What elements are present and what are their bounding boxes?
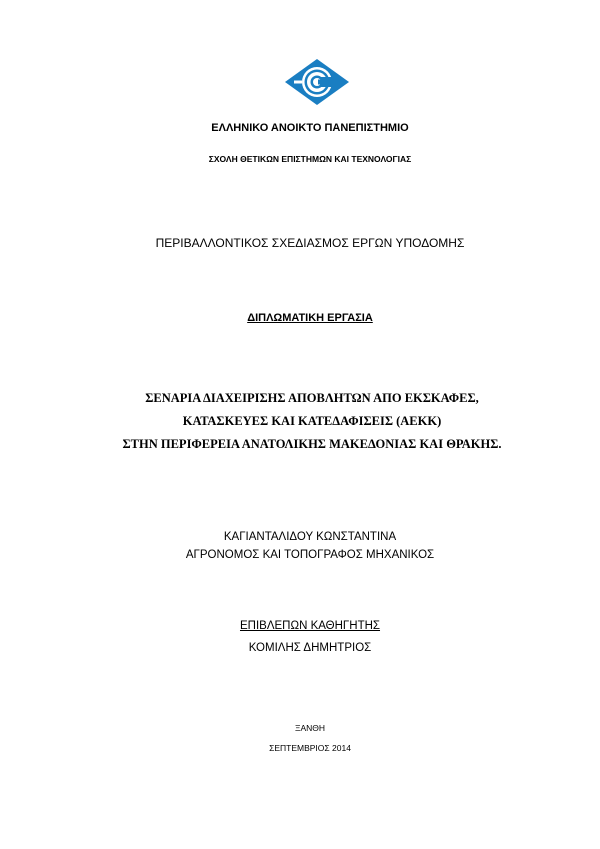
author-profession: ΑΓΡΟΝΟΜΟΣ ΚΑΙ ΤΟΠΟΓΡΑΦΟΣ ΜΗΧΑΝΙΚΟΣ [185,549,435,561]
date: ΣΕΠΤΕΜΒΡΙΟΣ 2014 [269,743,351,753]
university-name: ΕΛΛΗΝΙΚΟ ΑΝΟΙΚΤΟ ΠΑΝΕΠΙΣΤΗΜΙΟ [211,122,409,134]
supervisor-label: ΕΠΙΒΛΕΠΩΝ ΚΑΘΗΓΗΤΗΣ [239,620,381,632]
thesis-title-line-1: ΣΕΝΑΡΙΑ ΔΙΑΧΕΙΡΙΣΗΣ ΑΠΟΒΛΗΤΩΝ ΑΠΟ ΕΚΣΚΑΦΕΣ, [145,391,479,405]
thesis-title-line-2: ΚΑΤΑΣΚΕΥΕΣ ΚΑΙ ΚΑΤΕΔΑΦΙΣΕΙΣ (ΑΕΚΚ) [182,414,442,428]
school-name: ΣΧΟΛΗ ΘΕΤΙΚΩΝ ΕΠΙΣΤΗΜΩΝ ΚΑΙ ΤΕΧΝΟΛΟΓΙΑΣ [208,154,412,164]
university-logo-icon [284,58,350,106]
author-name: ΚΑΓΙΑΝΤΑΛΙΔΟΥ ΚΩΝΣΤΑΝΤΙΝΑ [223,531,397,543]
city: ΞΑΝΘΗ [294,723,326,733]
thesis-title-line-3: ΣΤΗΝ ΠΕΡΙΦΕΡΕΙΑ ΑΝΑΤΟΛΙΚΗΣ ΜΑΚΕΔΟΝΙΑΣ ΚΑΙ ΘΡΑΚΗΣ. [122,437,502,451]
program-name: ΠΕΡΙΒΑΛΛΟΝΤΙΚΟΣ ΣΧΕΔΙΑΣΜΟΣ ΕΡΓΩΝ ΥΠΟΔΟΜΗΣ [155,236,465,250]
thesis-type: ΔΙΠΛΩΜΑΤΙΚΗ ΕΡΓΑΣΙΑ [247,312,373,324]
supervisor-name: ΚΟΜΙΛΗΣ ΔΗΜΗΤΡΙΟΣ [248,642,372,654]
